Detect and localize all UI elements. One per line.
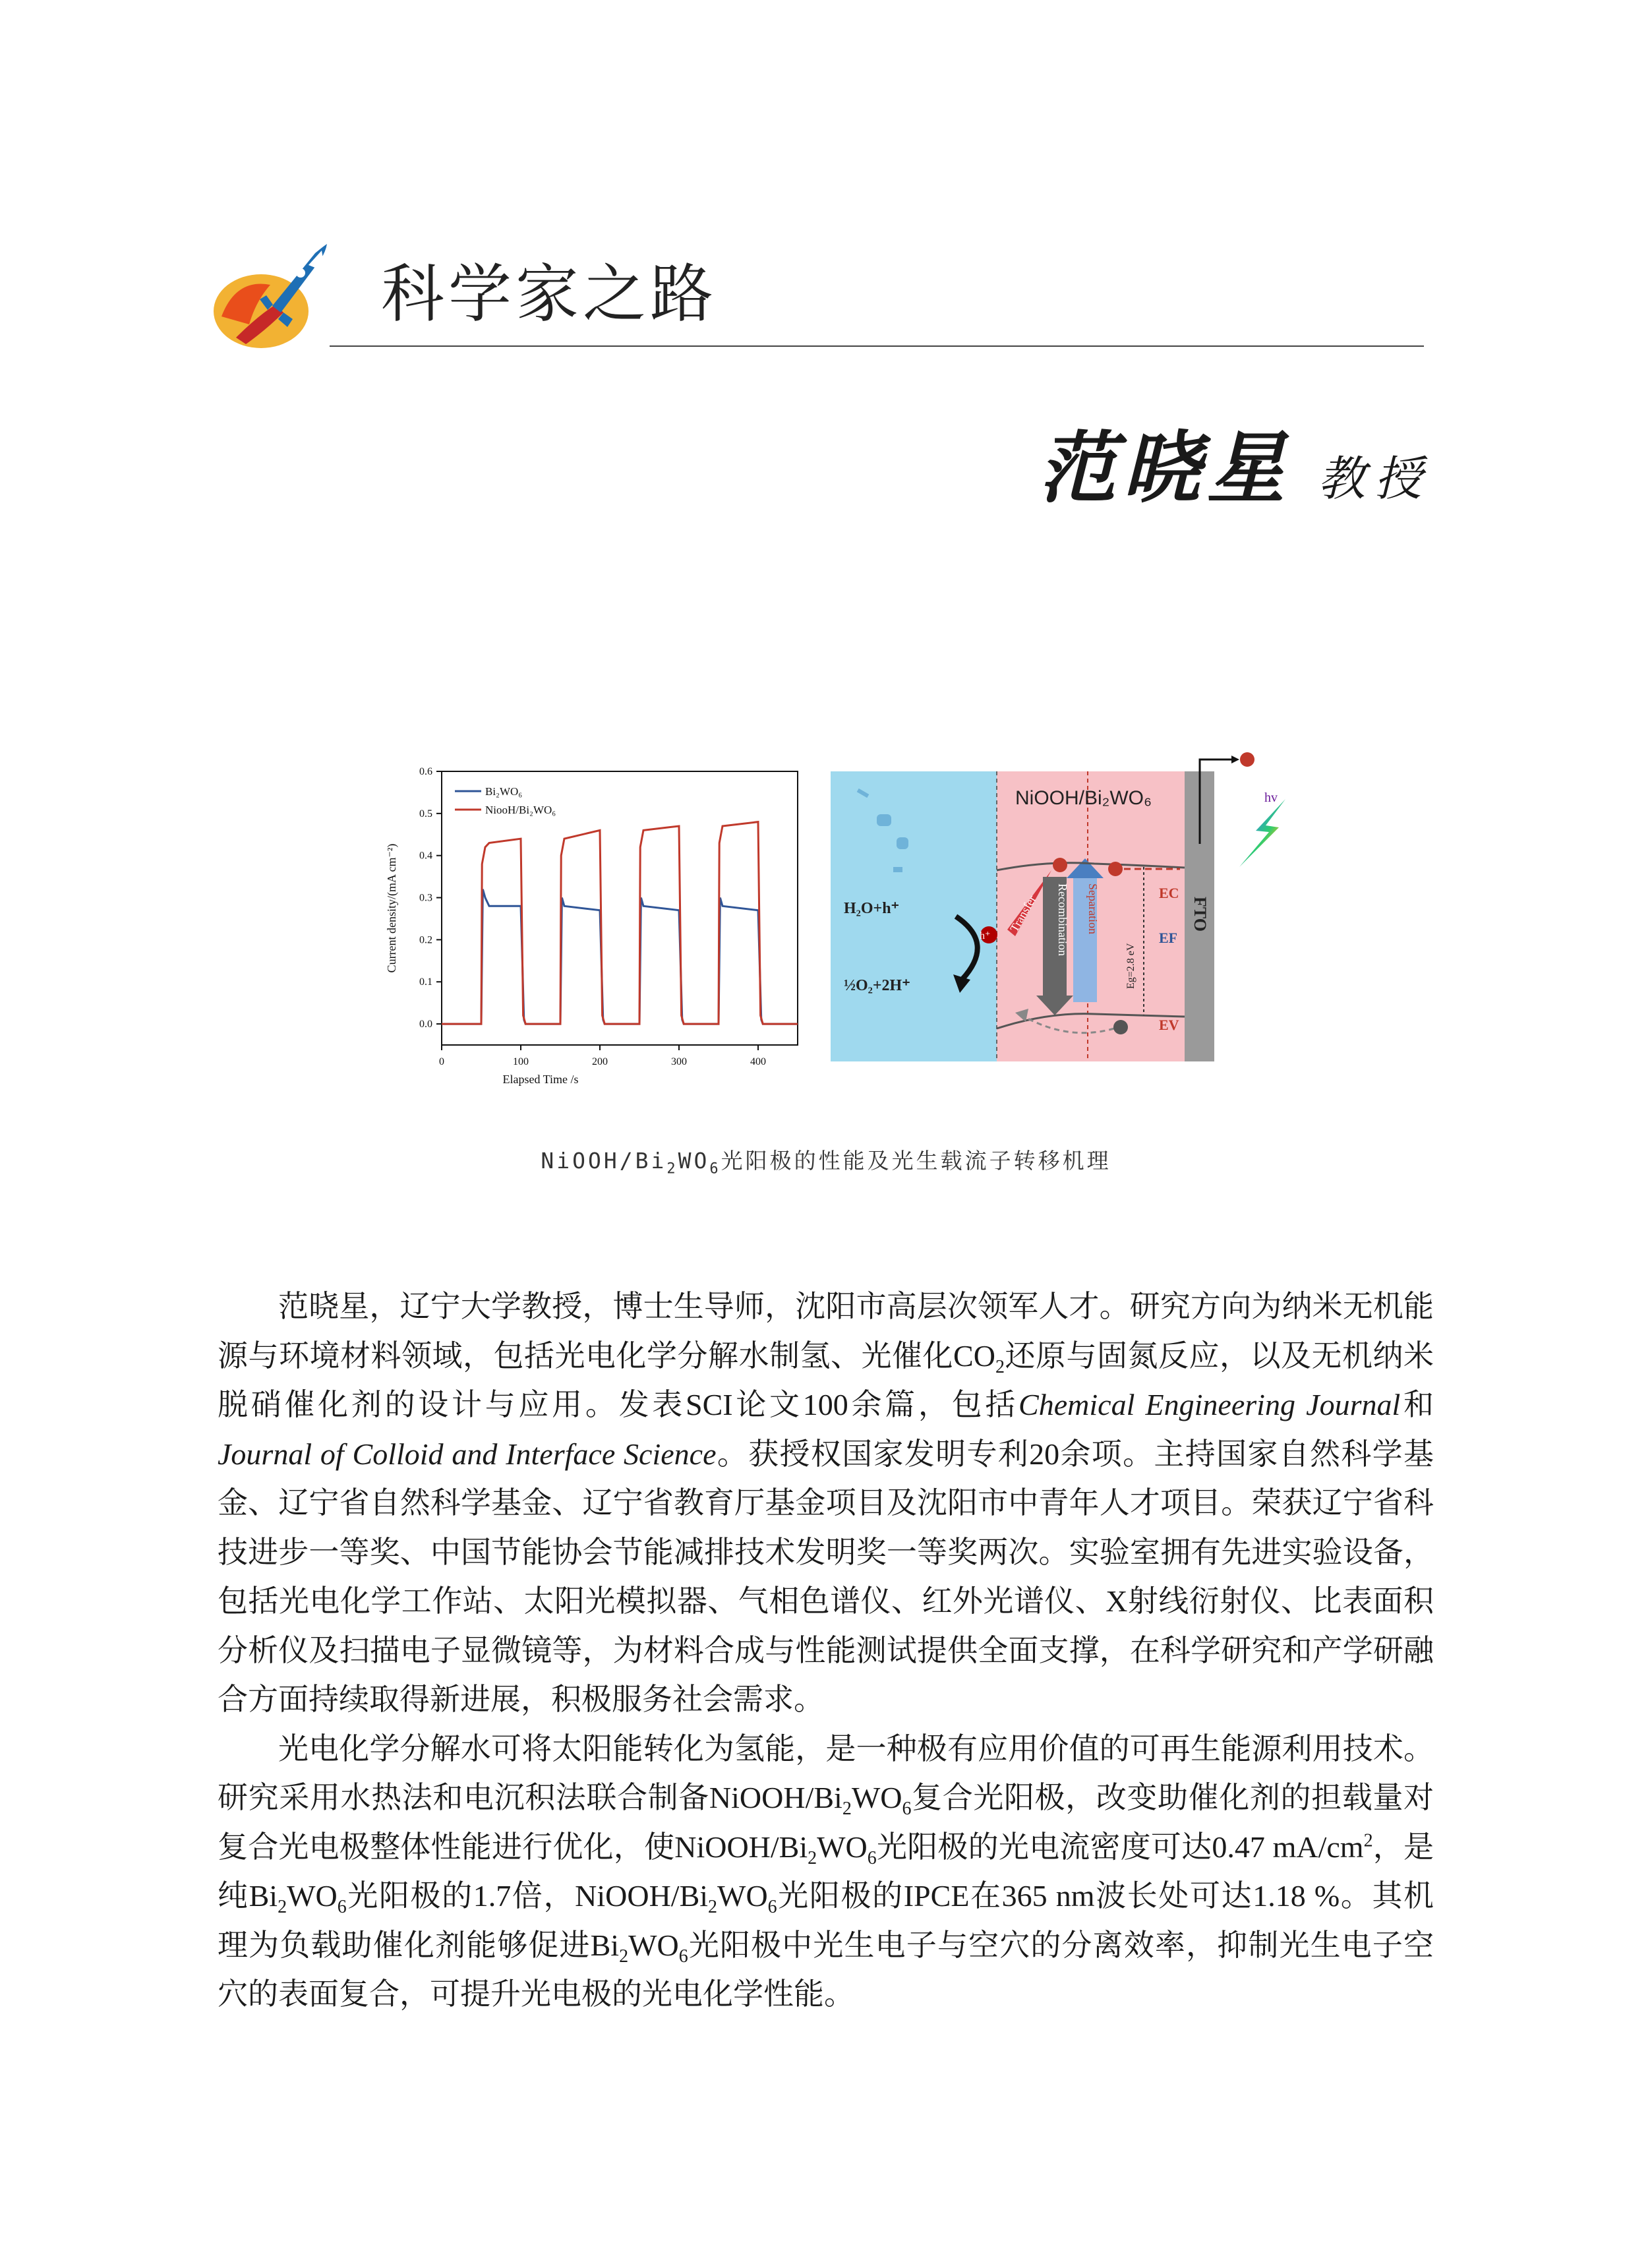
bandgap-label: Eg=2.8 eV — [1125, 943, 1136, 989]
y-tick-label: 0.5 — [419, 808, 432, 819]
p1-and: 和 — [1400, 1388, 1434, 1421]
reaction-bottom: ½O₂+2H⁺ — [844, 977, 910, 994]
p2-wo-3: WO — [717, 1879, 768, 1913]
author-signature — [1038, 405, 1431, 518]
author-title: 教授 — [1317, 451, 1431, 506]
figure-caption — [0, 1144, 1652, 1177]
p2-sub-8: 6 — [767, 1897, 777, 1918]
p2-a: 光电化学分解水可将太阳能转化为氢能，是一种极有应用价值的可再生能源利用技术。研究采用水热法和电沉积法联合制备NiOOH/Bi — [218, 1731, 1434, 1814]
journal-2: Journal of Colloid and Interface Science — [218, 1437, 717, 1471]
recombination-label: Recombination — [1056, 883, 1069, 956]
legend-label-1: Bi₂WO₆ — [485, 785, 523, 798]
x-tick-label: 400 — [750, 1056, 766, 1067]
transfer-label: Transfer — [1007, 893, 1039, 934]
y-tick-label: 0.1 — [419, 976, 432, 988]
p2-d: 光阳极的光电流密度可达0.47 mA/cm — [876, 1830, 1364, 1864]
y-axis-label: Current density/(mA cm⁻²) — [385, 843, 398, 973]
p1-b: 还原与固氮反应，以及无机纳米脱硝催化剂的设计与应用。发表SCI论文100余篇，包括 — [218, 1338, 1434, 1421]
paragraph-2 — [218, 1725, 1434, 2019]
p2-h: 光阳极中光生电子与空穴的分离效率，抑制光生电子空穴的表面复合，可提升光电极的光电化学性能。 — [218, 1928, 1434, 2011]
x-tick-label: 300 — [671, 1056, 687, 1067]
p1-sub: 2 — [995, 1356, 1005, 1377]
section-title: 科学家之路 — [381, 257, 717, 331]
p2-wo-4: WO — [628, 1928, 679, 1962]
mechanism-diagram — [831, 752, 1305, 1094]
rocket-logo-icon — [210, 239, 335, 351]
y-tick-label: 0.2 — [419, 934, 432, 946]
p2-sub-5: 2 — [278, 1897, 287, 1918]
p2-sub-4: 6 — [867, 1847, 877, 1868]
journal-1: Chemical Engineering Journal — [1018, 1388, 1401, 1421]
y-tick-label: 0.6 — [419, 766, 432, 777]
reaction-top: H₂O+h⁺ — [844, 900, 900, 917]
hole-symbol: h⁺ — [980, 930, 991, 941]
hv-label: hv — [1264, 790, 1278, 805]
p2-sub-9: 2 — [619, 1946, 629, 1967]
p1-a: 范晓星，辽宁大学教授，博士生导师，沈阳市高层次领军人才。研究方向为纳米无机能源与环境材料领域，包括光电化学分解水制氢、光催化CO — [218, 1290, 1434, 1373]
p2-wo-1: WO — [817, 1830, 868, 1864]
x-tick-label: 0 — [439, 1056, 444, 1067]
p2-sub-2: 6 — [902, 1799, 912, 1820]
p2-sub-10: 6 — [678, 1946, 688, 1967]
ec-label: EC — [1159, 885, 1179, 901]
p2-f: 光阳极的1.7倍，NiOOH/Bi — [346, 1879, 709, 1913]
caption-sub-6: 6 — [709, 1160, 721, 1177]
y-tick-label: 0.4 — [419, 850, 432, 862]
p2-sub-1: 2 — [842, 1799, 852, 1820]
photocurrent-chart — [369, 752, 817, 1094]
p2-g: 光阳极的IPCE在365 nm波长处可达1.18 %。其机理为负载助催化剂能够促进Bi — [218, 1879, 1434, 1962]
paragraph-1 — [218, 1282, 1434, 1725]
title-divider — [330, 345, 1424, 347]
figure — [369, 752, 1411, 1094]
p2-sub-3: 2 — [808, 1847, 817, 1868]
x-tick-label: 100 — [513, 1056, 529, 1067]
x-axis-label: Elapsed Time /s — [502, 1073, 579, 1086]
caption-sub-2: 2 — [666, 1160, 678, 1177]
ev-label: EV — [1159, 1017, 1179, 1033]
p2-b: WO — [851, 1781, 902, 1814]
article-body — [218, 1282, 1434, 2019]
p2-sup: 2 — [1363, 1830, 1373, 1851]
x-tick-label: 200 — [592, 1056, 608, 1067]
p2-c: 复合光阳极，改变助催化剂的担载量对复合光电极整体性能进行优化，使NiOOH/Bi — [218, 1781, 1434, 1864]
separation-label: Separation — [1086, 883, 1100, 934]
series-line-1 — [442, 889, 798, 1024]
p2-sub-6: 6 — [337, 1897, 347, 1918]
caption-prefix: NiOOH/Bi — [541, 1148, 667, 1174]
p2-wo-2: WO — [287, 1879, 338, 1913]
p1-c: 。获授权国家发明专利20余项。主持国家自然科学基金、辽宁省自然科学基金、辽宁省教育厅基金项目及沈阳市中青年人才项目。荣获辽宁省科技进步一等奖、中国节能协会节能减排技术发明奖一等奖两次。实验室拥有先进实验设备，包括光电化学工作站、太阳光模拟器、气相色谱仪、红外光谱仪、X射线衍射仪、比表面积分析仪及扫描电子显微镜等，为材料合成与性能测试提供全面支撑，在科学研究和产学研融合方面持续取得新进展，积极服务社会需求。 — [218, 1437, 1434, 1716]
legend-label-2: NiooH/Bi₂WO₆ — [485, 804, 556, 816]
ef-label: EF — [1159, 930, 1178, 946]
y-tick-label: 0.3 — [419, 892, 432, 904]
caption-wo: WO — [678, 1148, 710, 1174]
y-tick-label: 0.0 — [419, 1019, 432, 1030]
p2-sub-7: 2 — [708, 1897, 718, 1918]
material-label: NiOOH/Bi₂WO₆ — [1015, 787, 1152, 809]
p2-e: ，是纯Bi — [218, 1830, 1434, 1913]
caption-text: 光阳极的性能及光生载流子转移机理 — [721, 1148, 1111, 1174]
author-name: 范晓星 — [1038, 422, 1291, 514]
fto-label: FTO — [1191, 897, 1210, 932]
series-line-2 — [442, 822, 798, 1024]
